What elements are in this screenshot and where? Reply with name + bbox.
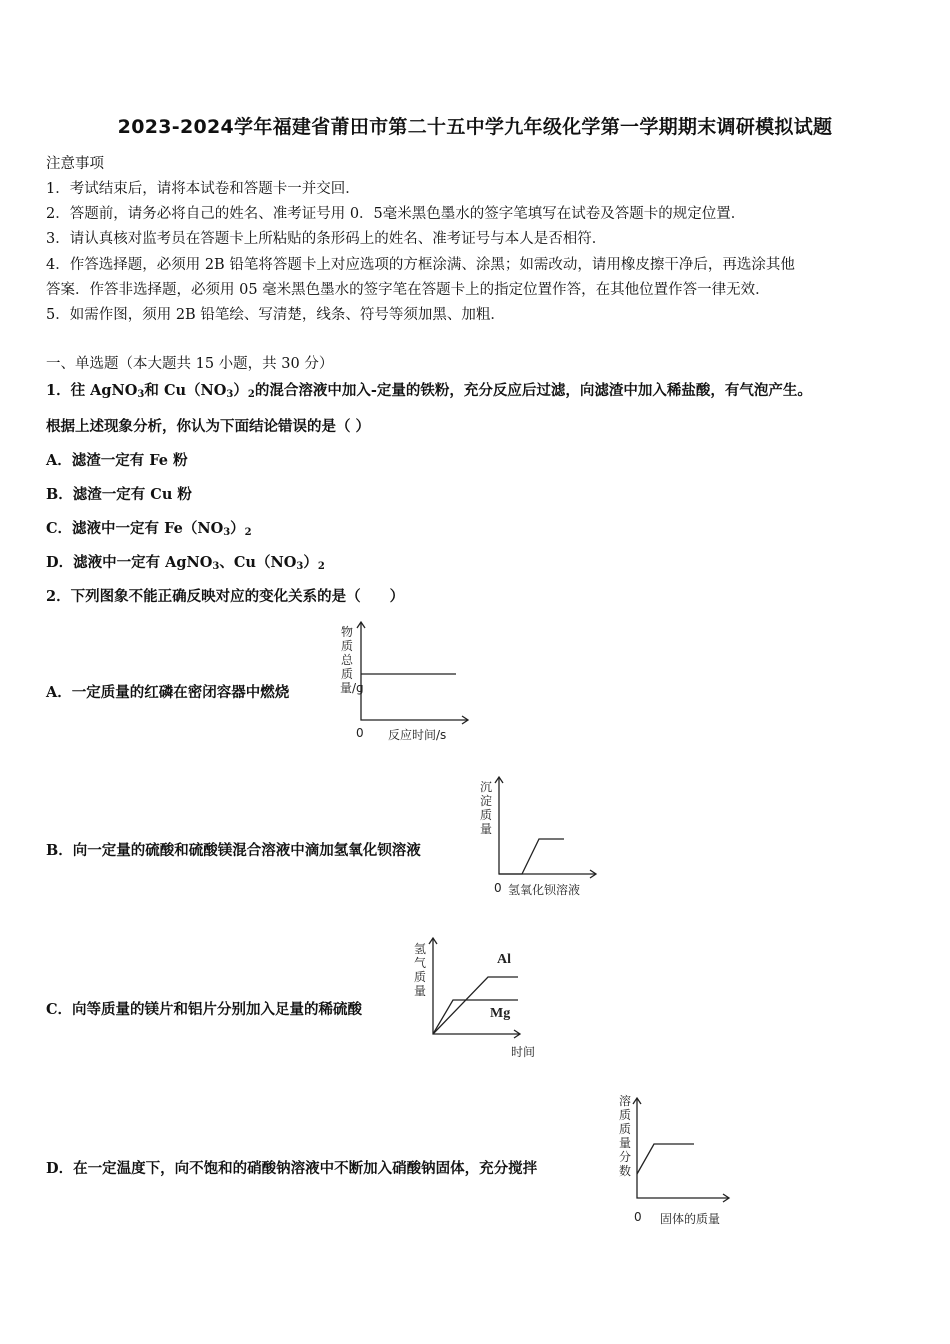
note-2: 2．答题前，请务必将自己的姓名、准考证号用 0．5毫米黑色墨水的签字笔填写在试卷及答题卡的规定位置． [46, 206, 746, 222]
question-2-stem: 2．下列图象不能正确反映对应的变化关系的是（ ） [46, 588, 405, 605]
graph-a-ylabel: 物质总质量/g [340, 625, 364, 695]
q2-option-b[interactable]: B．向一定量的硫酸和硫酸镁混合溶液中滴加氢氧化钡溶液 [46, 842, 421, 859]
graph-c [428, 938, 523, 1038]
graph-b-origin: 0 [494, 881, 502, 895]
page-title: 2023-2024学年福建省莆田市第二十五中学九年级化学第一学期期末调研模拟试题 [117, 116, 833, 138]
q1-option-c[interactable]: C．滤液中一定有 $Fe(NO_3)_2$ [46, 520, 252, 538]
q1-option-a[interactable]: A．滤渣一定有 Fe 粉 [46, 452, 188, 469]
graph-a [356, 622, 471, 724]
graph-d-curve [637, 1144, 694, 1174]
q2-option-c[interactable]: C．向等质量的镁片和铝片分别加入足量的稀硫酸 [46, 1001, 363, 1018]
notes-heading: 注意事项 [46, 156, 104, 172]
note-4-cont: 答案．作答非选择题，必须用 05 毫米黑色墨水的签字笔在答题卡上的指定位置作答，在其他位置作答一律无效． [46, 282, 770, 298]
q1-option-b[interactable]: B．滤渣一定有 Cu 粉 [46, 486, 192, 503]
graph-d-origin: 0 [634, 1210, 642, 1224]
graph-d-ylabel: 溶质质量分数 [618, 1094, 631, 1178]
graph-c-curve-mg [433, 1000, 518, 1034]
graph-b [494, 777, 599, 879]
graph-c-series-al: Al [497, 952, 511, 967]
graph-d-axes [637, 1098, 729, 1198]
q1-option-d[interactable]: D．滤液中一定有 AgNO$_3$、$Cu(NO_3)_2$ [46, 554, 325, 572]
graph-d [632, 1098, 732, 1202]
q2-option-d[interactable]: D．在一定温度下，向不饱和的硝酸钠溶液中不断加入硝酸钠固体，充分搅拌 [46, 1160, 538, 1177]
graph-b-axes [499, 777, 596, 874]
note-1: 1．考试结束后，请将本试卷和答题卡一并交回． [46, 181, 360, 197]
graph-a-xlabel: 反应时间/s [388, 728, 447, 742]
graph-d-xlabel: 固体的质量 [660, 1212, 721, 1226]
graph-c-series-mg: Mg [490, 1006, 511, 1021]
graph-b-ylabel: 沉淀质量 [479, 780, 492, 836]
note-5: 5．如需作图，须用 2B 铅笔绘、写清楚，线条、符号等须加黑、加粗． [46, 307, 505, 323]
graph-c-curve-al [433, 977, 518, 1034]
question-1-prompt: 根据上述现象分析，你认为下面结论错误的是（ ） [46, 418, 371, 435]
note-3: 3．请认真核对监考员在答题卡上所粘贴的条形码上的姓名、准考证号与本人是否相符． [46, 231, 607, 247]
question-1-stem: 1．往 AgNO$_3$和 $Cu(NO_3)_2$的混合溶液中加入-定量的铁粉，充分反应后过滤，向滤渣中加入稀盐酸，有气泡产生。 [46, 382, 812, 400]
graph-c-xlabel: 时间 [511, 1045, 536, 1059]
graph-a-axes [361, 622, 468, 720]
graph-b-curve [499, 839, 564, 874]
graph-a-origin: 0 [356, 726, 364, 740]
note-4: 4．作答选择题，必须用 2B 铅笔将答题卡上对应选项的方框涂满、涂黑；如需改动，请用橡皮擦干净后，再选涂其他 [46, 257, 795, 273]
graph-c-ylabel: 氢气质量 [413, 942, 426, 998]
graph-b-xlabel: 氢氧化钡溶液 [508, 883, 581, 897]
q2-option-a[interactable]: A．一定质量的红磷在密闭容器中燃烧 [46, 684, 290, 701]
section-heading: 一、单选题（本大题共 15 小题，共 30 分） [46, 356, 334, 372]
